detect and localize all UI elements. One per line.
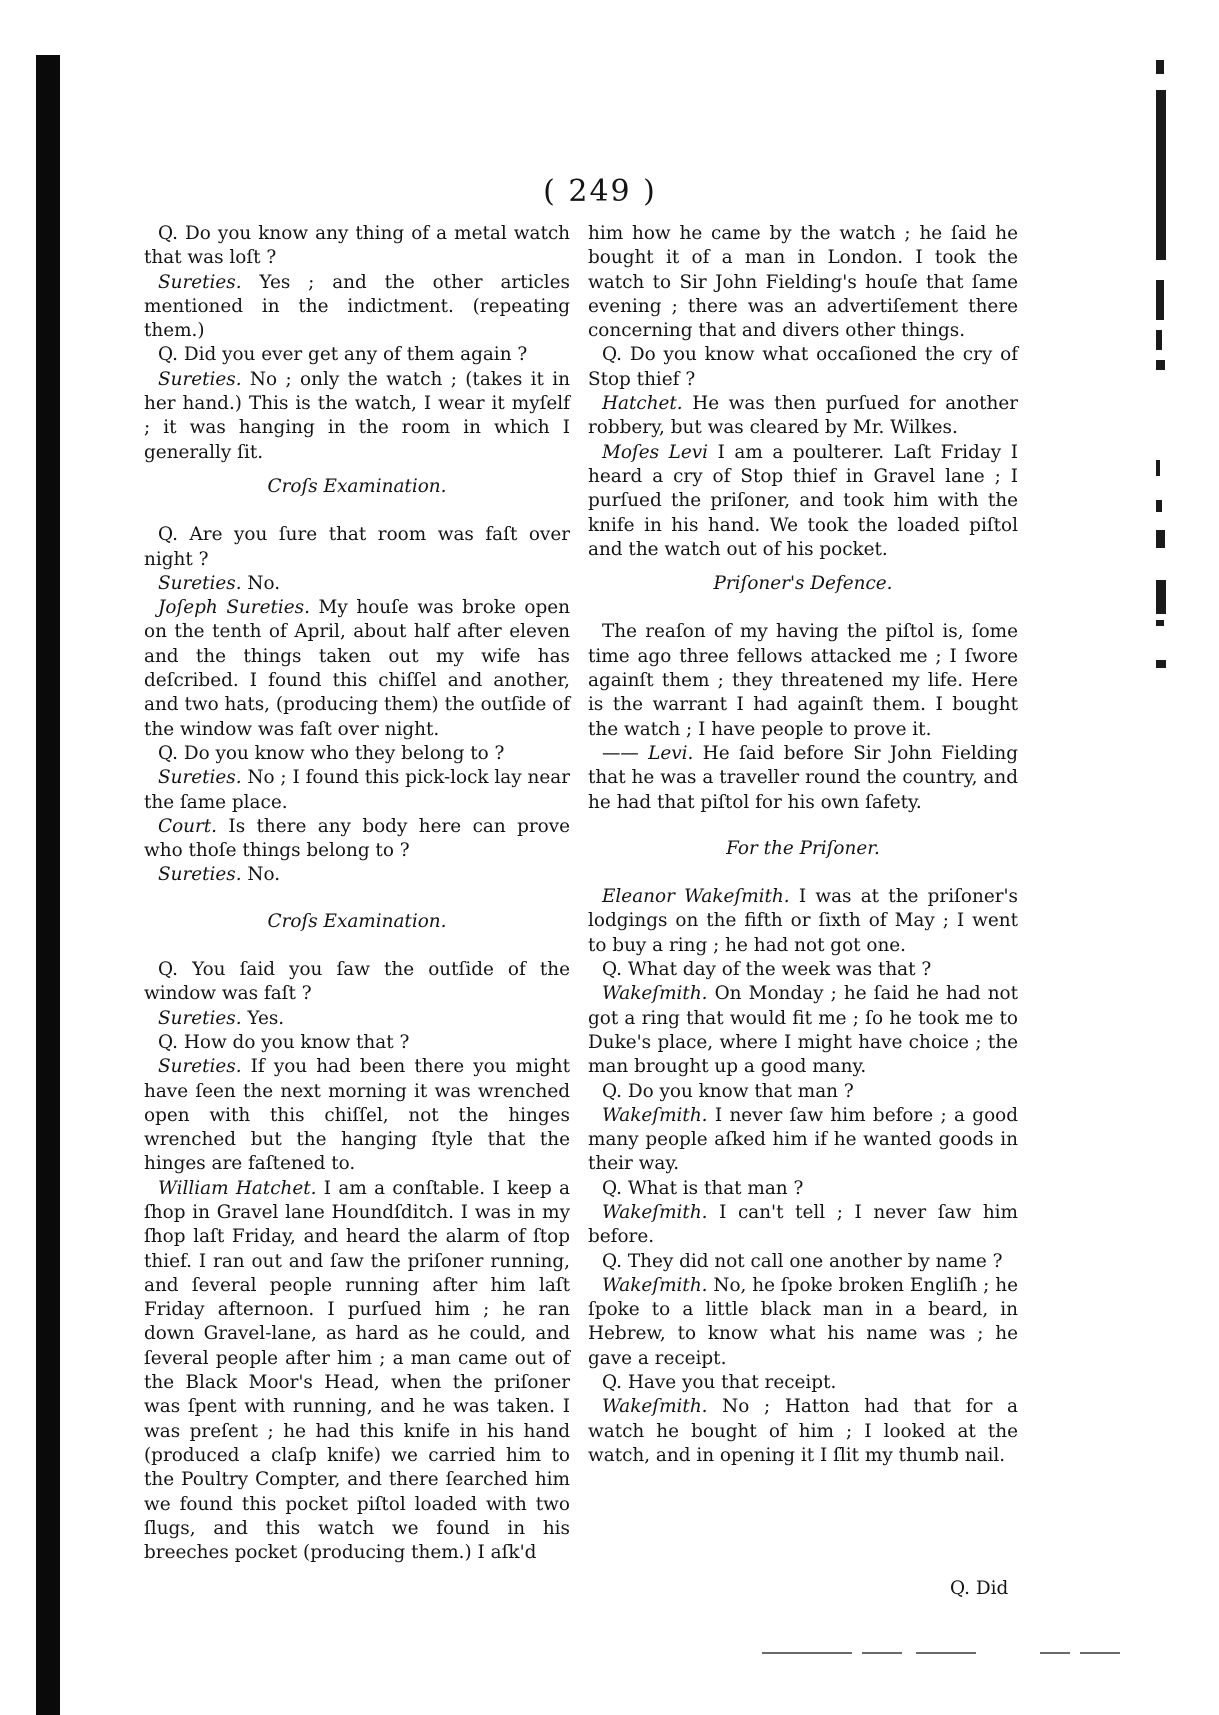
paragraph-text: Q. What is that man ?	[602, 1177, 804, 1199]
edge-mark	[1156, 280, 1164, 320]
paragraph-text: Q. Did you ever get any of them again ?	[158, 344, 528, 366]
speaker-name: Moſes Levi	[602, 441, 708, 463]
paragraph-text: No ; Hatton had that for a watch he bought of him ; I looked at the watch, and in opening it I ſlit my thumb nail.	[588, 1396, 1018, 1466]
testimony-paragraph	[588, 441, 1018, 562]
paragraph-text: He ſaid before Sir John Fielding that he was a traveller round the country, and he had that piſtol for his own ſafety.	[588, 742, 1019, 813]
testimony-paragraph	[144, 958, 570, 1007]
speaker-name: William Hatchet.	[158, 1177, 317, 1199]
edge-mark	[1156, 500, 1162, 512]
section-heading: Croſs Examination.	[267, 475, 447, 497]
edge-mark	[1156, 660, 1166, 668]
testimony-paragraph	[144, 596, 570, 742]
paragraph-text: Q. They did not call one another by name ?	[602, 1250, 1003, 1272]
paragraph-text: Yes.	[241, 1007, 285, 1029]
testimony-paragraph	[588, 392, 1018, 441]
speaker-name: Wakeſmith.	[602, 1396, 708, 1418]
testimony-paragraph	[588, 1080, 1018, 1104]
section-heading: For the Priſoner.	[726, 837, 880, 859]
edge-mark	[1156, 330, 1162, 350]
catchword: Q. Did	[950, 1578, 1009, 1599]
testimony-paragraph	[144, 222, 570, 271]
testimony-paragraph	[144, 523, 570, 572]
paragraph-text: Q. How do you know that ?	[158, 1031, 410, 1053]
right-column	[588, 222, 1018, 1468]
footer-rule	[1080, 1652, 1120, 1654]
testimony-paragraph	[144, 863, 570, 887]
testimony-paragraph	[588, 1274, 1018, 1371]
paragraph-text: He was then purſued for another robbery, but was cleared by Mr. Wilkes.	[588, 393, 1018, 439]
testimony-paragraph	[588, 1104, 1018, 1177]
testimony-paragraph	[144, 766, 570, 815]
page-number: ( 249 )	[543, 174, 657, 209]
edge-mark	[1156, 580, 1166, 614]
speaker-name: Sureties.	[158, 572, 242, 594]
paragraph-text: I am a poulterer. Laſt Friday I heard a cry of Stop thief in Gravel lane ; I purſued the priſoner, and took him with the knife in his hand. We took the loaded piſtol and the watch out of his pocket.	[588, 441, 1018, 560]
testimony-paragraph	[144, 343, 570, 367]
paragraph-text: Is there any body here can prove who thoſe things belong to ?	[144, 815, 570, 862]
edge-mark	[1156, 360, 1165, 370]
testimony-paragraph	[588, 620, 1018, 741]
paragraph-text: Q. You ſaid you ſaw the outſide of the window was faſt ?	[144, 959, 570, 1005]
testimony-paragraph	[588, 1177, 1018, 1201]
testimony-paragraph	[144, 368, 570, 465]
edge-mark	[1156, 90, 1166, 260]
speaker-name: Sureties.	[158, 1056, 242, 1078]
paragraph-text: him how he came by the watch ; he ſaid he bought it of a man in London. I took the watch to Sir John Fielding's houſe that ſame evening ; there was an advertiſement there concerning that and divers other things.	[588, 223, 1018, 342]
speaker-name: Eleanor Wakeſmith.	[602, 886, 790, 908]
paragraph-text: Q. Do you know who they belong to ?	[158, 742, 505, 764]
paragraph-text: No, he ſpoke broken Engliſh ; he ſpoke to a little black man in a beard, in Hebrew, to know what his name was ; he gave a receipt.	[588, 1274, 1018, 1369]
speaker-name: Sureties.	[158, 864, 242, 886]
book-binding-shadow	[36, 55, 60, 1715]
left-column	[144, 222, 570, 1565]
edge-mark	[1156, 530, 1165, 548]
paragraph-text: My houſe was broke open on the tenth of April, about half after eleven and the things taken out my wife has deſcribed. I found this chiſſel and another, and two hats, (producing them) the outſide of the window was faſt over night.	[144, 597, 571, 740]
speaker-name: Joſeph Sureties.	[158, 597, 310, 619]
paragraph-text: Q. What day of the week was that ?	[602, 959, 932, 981]
edge-mark	[1156, 60, 1164, 74]
footer-rule	[1040, 1652, 1070, 1654]
speaker-name: Sureties.	[158, 1007, 242, 1029]
footer-rule	[862, 1652, 902, 1654]
paragraph-text: I can't tell ; I never ſaw him before.	[588, 1201, 1018, 1248]
testimony-paragraph	[588, 982, 1018, 1079]
page-edge-marks	[1156, 60, 1168, 710]
paragraph-text: I was at the priſoner's lodgings on the fifth or ſixth of May ; I went to buy a ring ; he had not got one.	[588, 886, 1018, 956]
speaker-name: Wakeſmith.	[602, 983, 708, 1005]
testimony-paragraph	[588, 222, 1018, 343]
paragraph-text: On Monday ; he ſaid he had not got a ring that would fit me ; ſo he took me to Duke's place, where I might have choice ; the man brought up a good many.	[588, 983, 1018, 1078]
paragraph-text: No ; only the watch ; (takes it in her hand.) This is the watch, I wear it myſelf ; it was hanging in the room in which I generally ſit.	[144, 368, 570, 463]
paragraph-text: No.	[241, 864, 281, 886]
testimony-paragraph	[588, 885, 1018, 958]
speaker-name: Wakeſmith.	[602, 1274, 708, 1296]
speaker-name: —— Levi.	[602, 742, 694, 764]
paragraph-text: The reaſon of my having the piſtol is, ſome time ago three fellows attacked me ; I ſwore againſt them ; they threatened my life. Here is the warrant I had againſt them. I bought the watch ; I have people to prove it.	[588, 621, 1018, 740]
paragraph-text: No.	[241, 572, 281, 594]
paragraph-text: Yes ; and the other articles mentioned in the indictment. (repeating them.)	[144, 271, 570, 342]
testimony-paragraph	[144, 1007, 570, 1031]
edge-mark	[1156, 460, 1160, 476]
testimony-paragraph	[588, 1250, 1018, 1274]
speaker-name: Hatchet.	[602, 393, 683, 415]
testimony-paragraph	[144, 1177, 570, 1566]
testimony-paragraph	[144, 572, 570, 596]
testimony-paragraph	[588, 343, 1018, 392]
testimony-paragraph	[588, 742, 1018, 815]
testimony-paragraph	[144, 1055, 570, 1176]
section-heading: Croſs Examination.	[267, 910, 447, 932]
footer-rule	[762, 1652, 852, 1654]
section-heading: Priſoner's Defence.	[713, 573, 893, 595]
paragraph-text: Q. Do you know what occaſioned the cry of Stop thief ?	[588, 344, 1018, 390]
paragraph-text: I never ſaw him before ; a good many people aſked him if he wanted goods in their way.	[588, 1104, 1018, 1175]
speaker-name: Sureties.	[158, 271, 242, 293]
speaker-name: Court.	[158, 815, 218, 837]
paragraph-text: Q. Are you ſure that room was faſt over night ?	[144, 524, 570, 570]
testimony-paragraph	[144, 1031, 570, 1055]
testimony-paragraph	[144, 271, 570, 344]
paragraph-text: Q. Have you that receipt.	[602, 1372, 837, 1394]
edge-mark	[1156, 620, 1164, 626]
speaker-name: Sureties.	[158, 767, 242, 789]
paragraph-text: I am a conſtable. I keep a ſhop in Gravel lane Houndſditch. I was in my ſhop laſt Friday, and heard the alarm of ſtop thief. I ran out and ſaw the priſoner running, and ſeveral people running after him laſt Friday afternoon. I purſued him ; he ran down Gravel-lane, as hard as he could, and ſeveral people after him ; a man came out of the Black Moor's Head, when the priſoner was ſpent with running, and he was taken. I was preſent ; he had this knife in his hand (produced a claſp knife) we carried him to the Poultry Compter, and there ſearched him we found this pocket piſtol loaded with two ſlugs, and this watch we found in his breeches pocket (producing them.) I aſk'd	[144, 1177, 570, 1564]
testimony-paragraph	[144, 815, 570, 864]
testimony-paragraph	[588, 1371, 1018, 1395]
footer-rule	[916, 1652, 976, 1654]
paragraph-text: No ; I found this pick-lock lay near the ſame place.	[144, 767, 570, 813]
speaker-name: Wakeſmith.	[602, 1104, 708, 1126]
paragraph-text: Q. Do you know that man ?	[602, 1080, 854, 1102]
testimony-paragraph	[588, 958, 1018, 982]
speaker-name: Sureties.	[158, 368, 242, 390]
testimony-paragraph	[588, 1395, 1018, 1468]
testimony-paragraph	[144, 742, 570, 766]
speaker-name: Wakeſmith.	[602, 1201, 708, 1223]
paragraph-text: Q. Do you know any thing of a metal watch that was loſt ?	[144, 223, 570, 269]
testimony-paragraph	[588, 1201, 1018, 1250]
paragraph-text: If you had been there you might have ſeen the next morning it was wrenched open with this chiſſel, not the hinges wrenched but the hanging ſtyle that the hinges are faſtened to.	[144, 1056, 570, 1175]
